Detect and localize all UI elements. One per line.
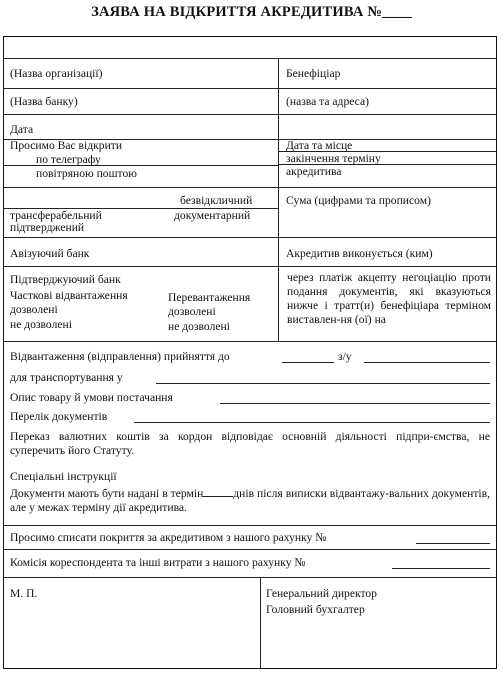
transfer-statement: Переказ валютних коштів за кордон відповідає основній діяльності підпри-ємства, не суперечить його Статуту.	[10, 430, 490, 457]
documents-field[interactable]	[134, 422, 490, 423]
option-airmail[interactable]: повітряною поштою	[36, 167, 137, 180]
column-divider	[278, 58, 279, 341]
request-label: Просимо Вас відкрити	[10, 139, 123, 152]
option-irrevocable[interactable]: безвідкличний	[180, 194, 253, 207]
row-divider	[4, 577, 496, 578]
option-confirmed[interactable]: підтверджений	[10, 221, 85, 234]
transshipment-not-allowed-option[interactable]: не дозволені	[168, 320, 230, 333]
row-divider	[4, 266, 496, 267]
documents-label: Перелік документів	[10, 410, 108, 423]
chief-accountant-label: Головний бухгалтер	[266, 603, 365, 616]
general-director-label: Генеральний директор	[266, 587, 377, 600]
bank-name-label: (Назва банку)	[10, 95, 78, 108]
beneficiary-label: Бенефіціар	[286, 67, 341, 80]
name-address-label: (назва та адреса)	[286, 95, 369, 108]
debit-account-label: Просимо списати покриття за акредитивом з нашого рахунку №	[10, 531, 327, 544]
partial-not-allowed-option[interactable]: не дозволені	[10, 318, 72, 331]
document-title: ЗАЯВА НА ВІДКРИТТЯ АКРЕДИТИВА №____	[91, 4, 412, 20]
transport-field[interactable]	[156, 383, 490, 384]
shipment-label: Відвантаження (відправлення) прийняття до	[10, 350, 230, 363]
shipment-from-field[interactable]	[364, 362, 490, 363]
option-documentary[interactable]: документарний	[174, 209, 251, 222]
row-divider	[4, 525, 496, 526]
commission-account-label: Комісія кореспондента та інші витрати з нашого рахунку №	[10, 556, 306, 569]
row-divider	[4, 237, 496, 238]
advising-bank-label: Авізуючий банк	[10, 247, 90, 260]
documents-term-suffix: днів після виписки відвантажу-вальних документів, але у межах терміну дії акредитива.	[10, 487, 490, 514]
option-transferable[interactable]: трансферабельний	[10, 209, 102, 222]
column-divider	[260, 577, 261, 669]
goods-field[interactable]	[220, 403, 490, 404]
row-divider	[4, 58, 496, 59]
special-instructions-label: Спеціальні інструкції	[10, 470, 117, 483]
documents-term-text	[10, 487, 490, 515]
commission-account-field[interactable]	[392, 568, 490, 569]
partial-shipments-label: Часткові відвантаження	[10, 289, 128, 302]
row-divider	[4, 341, 496, 342]
row-divider	[4, 114, 496, 115]
shipment-date-field[interactable]	[282, 362, 334, 363]
seal-label: М. П.	[10, 587, 38, 600]
documents-term-prefix: Документи мають бути надані в термін	[10, 487, 204, 500]
amount-label: Сума (цифрами та прописом)	[286, 194, 431, 207]
date-label: Дата	[10, 123, 34, 136]
organization-name-label: (Назва організації)	[10, 67, 103, 80]
expiry-label: Дата та місце	[286, 139, 353, 152]
shipment-from-label: з/у	[338, 350, 352, 363]
transport-label: для транспортування у	[10, 371, 123, 384]
debit-account-field[interactable]	[416, 543, 490, 544]
expiry-label-line2: закінчення терміну	[286, 152, 381, 165]
expiry-label-line3: акредитива	[286, 165, 342, 178]
documents-term-days-field[interactable]	[203, 496, 233, 497]
row-divider	[4, 549, 496, 550]
partial-allowed-option[interactable]: дозволені	[10, 303, 58, 316]
confirming-bank-label: Підтверджуючий банк	[10, 273, 121, 286]
executed-by-label: Акредитив виконується (ким)	[286, 247, 433, 260]
row-divider	[4, 88, 496, 89]
option-telegraph[interactable]: по телеграфу	[36, 153, 101, 166]
row-divider	[4, 187, 496, 188]
application-form	[3, 36, 497, 669]
transshipment-label: Перевантаження	[168, 291, 251, 304]
transshipment-allowed-option[interactable]: дозволені	[168, 305, 216, 318]
goods-label: Опис товару й умови постачання	[10, 391, 173, 404]
payment-terms-text: через платіж акцепту негоціацію проти подання документів, які вказуються нижче і тратт(и) бенефіціара терміном виставлен-ня (ої) на	[287, 271, 491, 326]
